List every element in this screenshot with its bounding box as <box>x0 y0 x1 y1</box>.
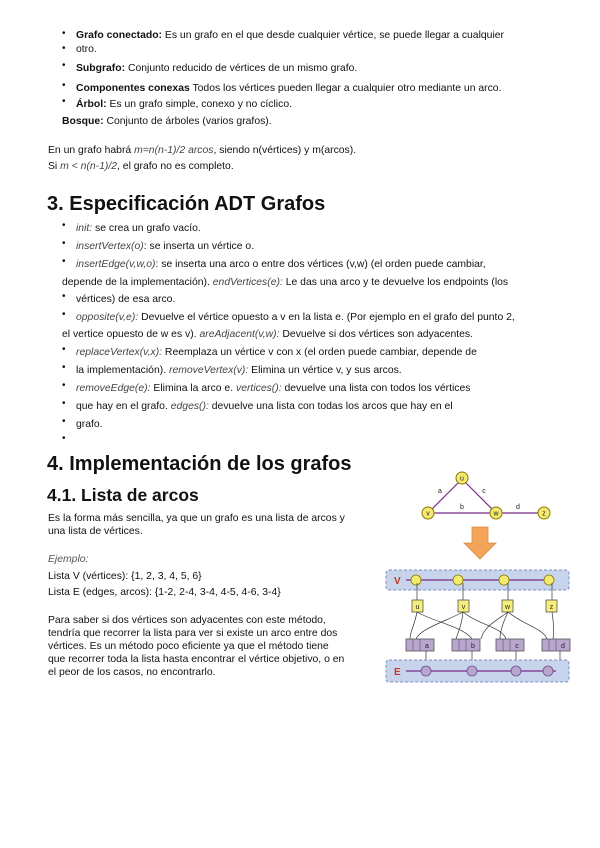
bullet: • <box>62 60 66 71</box>
edge-box-label: c <box>515 643 519 650</box>
bullet: • <box>62 43 66 54</box>
graph-edge-label: c <box>482 488 486 495</box>
graph-edge-a <box>428 479 462 513</box>
edge-pointer <box>456 612 463 639</box>
subsection-4-1-heading: 4.1. Lista de arcos <box>47 485 199 505</box>
spec-opposite: opposite(v,e): Devuelve el vértice opuesto a v en la lista e. (Por ejemplo en el grafo del punto 2, <box>76 312 515 323</box>
graph-edge-label: d <box>516 504 520 511</box>
edge-list-node <box>467 666 477 676</box>
bullet: • <box>62 256 66 267</box>
spec-end-vertices-cont: vértices) de esa arco. <box>76 294 176 305</box>
spec-edges: que hay en el grafo. edges(): devuelve una lista con todas los arcos que hay en el <box>76 401 453 412</box>
spec-insert-edge-cont: depende de la implementación). endVertices(e): Le das una arco y te devuelve los endpoints (los <box>62 277 509 288</box>
edge-box-label: a <box>425 643 429 650</box>
edge-list-diagram <box>384 467 574 689</box>
bullet: • <box>62 96 66 107</box>
list-item: Bosque: Conjunto de árboles (varios grafos). <box>62 116 272 127</box>
edge-list-node <box>511 666 521 676</box>
list-v-line: Lista V (vértices): {1, 2, 3, 4, 5, 6} <box>48 571 202 582</box>
intro-line-1: Es la forma más sencilla, ya que un grafo es una lista de arcos y <box>48 513 345 524</box>
bullet: • <box>62 398 66 409</box>
vertex-list-label: V <box>394 576 401 587</box>
edge-list-node <box>543 666 553 676</box>
bullet: • <box>62 80 66 91</box>
graph-edge-label: a <box>438 488 442 495</box>
bullet: • <box>62 433 66 444</box>
bullet: • <box>62 291 66 302</box>
graph-node-label: z <box>542 510 546 518</box>
spec-insert-vertex: insertVertex(o): se inserta un vértice o. <box>76 241 255 252</box>
edge-list-node <box>421 666 431 676</box>
spec-opposite-cont: el vertice opuesto de w es v). areAdjacent(v,w): Devuelve si dos vértices son adyacentes. <box>62 329 474 340</box>
section-3-heading: 3. Especificación ADT Grafos <box>47 193 326 215</box>
bullet: • <box>62 416 66 427</box>
list-item: Subgrafo: Conjunto reducido de vértices de un mismo grafo. <box>76 63 358 74</box>
intro-line-2: una lista de vértices. <box>48 526 143 537</box>
example-label: Ejemplo: <box>48 554 89 565</box>
edge-pointer <box>552 612 554 639</box>
edge-pointer <box>463 612 506 639</box>
bullet: • <box>62 362 66 373</box>
spec-remove-edge: removeEdge(e): Elimina la arco e. vertices(): devuelve una lista con todos los vértices <box>76 383 471 394</box>
para-line-2: tendría que recorrer la lista para ver si existe un arco entre dos <box>48 628 338 639</box>
graph-edge-label: b <box>460 504 464 511</box>
complete-graph-line: Si m < n(n-1)/2, el grafo no es completo. <box>48 161 234 172</box>
bullet: • <box>62 380 66 391</box>
vertex-box-label: z <box>549 604 554 611</box>
down-arrow-icon <box>464 527 496 559</box>
bullet: • <box>62 28 66 39</box>
para-line-1: Para saber si dos vértices son adyacentes con este método, <box>48 615 326 626</box>
graph-node-label: u <box>460 475 464 483</box>
list-item: Componentes conexas Todos los vértices pueden llegar a cualquier otro mediante un arco. <box>76 83 502 94</box>
edge-list-label: E <box>394 667 401 678</box>
bullet: • <box>62 238 66 249</box>
vertex-box-label: u <box>415 604 420 611</box>
edge-pointer <box>410 612 417 639</box>
vertex-list-node <box>544 575 554 585</box>
edge-box-label: d <box>561 643 565 650</box>
vertex-list-node <box>499 575 509 585</box>
para-line-4: que recorrer toda la lista hasta encontrar el vértice objetivo, o en <box>48 654 345 665</box>
list-item-cont: otro. <box>76 44 97 55</box>
graph-node-label: w <box>493 510 499 518</box>
spec-edges-cont: grafo. <box>76 419 103 430</box>
spec-remove-vertex: la implementación). removeVertex(v): Elimina un vértice v, y sus arcos. <box>76 365 402 376</box>
edge-pointer <box>508 612 547 639</box>
edges-formula-line: En un grafo habrá m=n(n-1)/2 arcos, siendo n(vértices) y m(arcos). <box>48 145 357 156</box>
para-line-5: el peor de los casos, no encontrarlo. <box>48 667 216 678</box>
para-line-3: vértices. Es un método poco eficiente ya que el método tiene <box>48 641 329 652</box>
bullet: • <box>62 344 66 355</box>
section-4-heading: 4. Implementación de los grafos <box>47 453 352 475</box>
bullet: • <box>62 309 66 320</box>
spec-init: init: se crea un grafo vacío. <box>76 223 201 234</box>
bullet: • <box>62 220 66 231</box>
list-e-line: Lista E (edges, arcos): {1-2, 2-4, 3-4, 4-5, 4-6, 3-4} <box>48 587 281 598</box>
graph-edge-c <box>462 479 496 513</box>
vertex-list-node <box>411 575 421 585</box>
edge-pointer <box>417 612 472 639</box>
edge-box-label: b <box>471 643 475 650</box>
vertex-box-label: w <box>504 604 511 611</box>
edge-pointer <box>416 612 463 639</box>
spec-insert-edge: insertEdge(v,w,o): se inserta una arco o entre dos vértices (v,w) (el orden puede cambiar, <box>76 259 486 270</box>
vertex-box-label: v <box>461 604 466 611</box>
list-item: Árbol: Es un grafo simple, conexo y no cíclico. <box>76 99 292 110</box>
spec-replace-vertex: replaceVertex(v,x): Reemplaza un vértice v con x (el orden puede cambiar, depende de <box>76 347 477 358</box>
graph-node-label: v <box>426 510 430 518</box>
list-item: Grafo conectado: Es un grafo en el que desde cualquier vértice, se puede llegar a cualquier <box>76 30 504 41</box>
vertex-list-node <box>453 575 463 585</box>
